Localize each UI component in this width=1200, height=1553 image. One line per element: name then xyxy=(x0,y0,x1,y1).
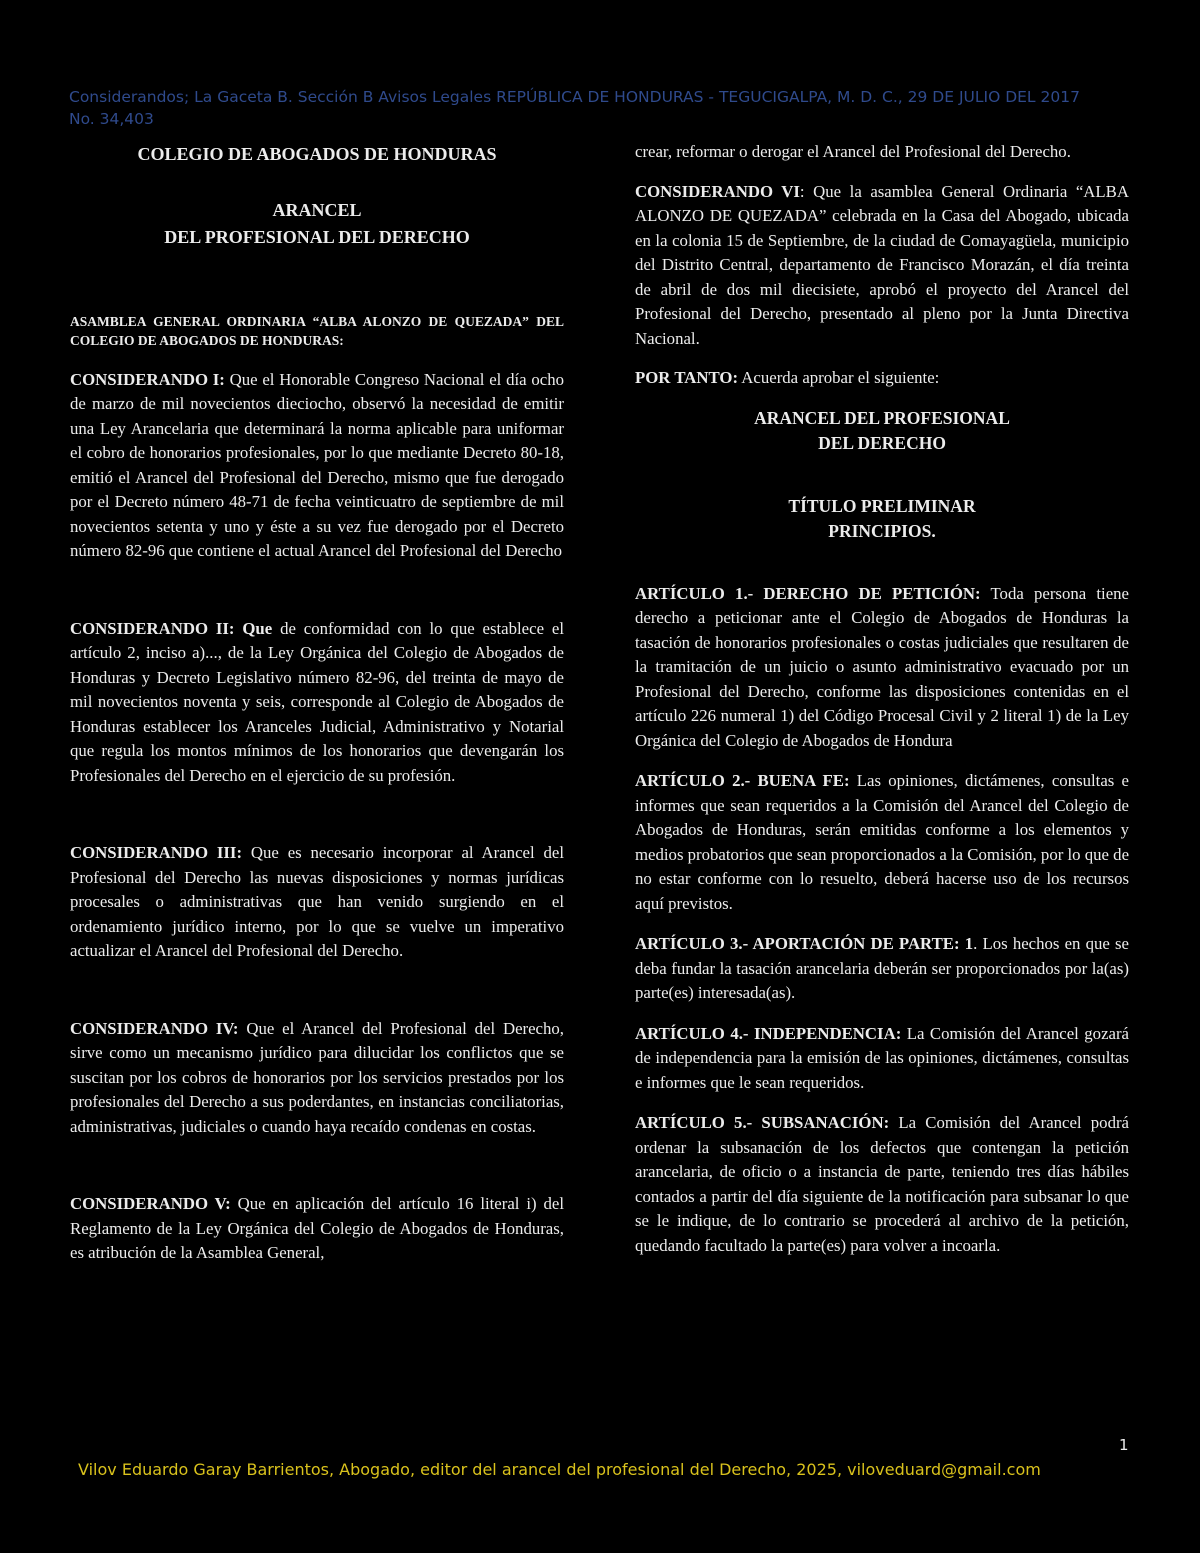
arancel-title xyxy=(70,197,564,251)
considerando-5-label: CONSIDERANDO V: xyxy=(70,1194,231,1213)
articulo-1-text: Toda persona tiene derecho a peticionar ante el Colegio de Abogados de Honduras la tasación de honorarios profesionales o costas judiciales que resultaren de la tramitación de un juicio o asunto administrativo evacuado por un Profesional del Derecho, conforme las disposiciones contenidas en el artículo 226 numeral 1) del Código Procesal Civil y 2 literal 1) de la Ley Orgánica del Colegio de Abogados de Hondura xyxy=(635,583,1129,750)
titulo-heading-line1: TÍTULO PRELIMINAR xyxy=(788,495,976,516)
considerando-3-text: Que es necesario incorporar al Arancel del Profesional del Derecho las nuevas disposiciones y normas jurídicas procesales o administrativas que han venido surgiendo en el ordenamiento jurídico interno, por lo que se vuelve un imperativo actualizar el Arancel del Profesional del Derecho. xyxy=(70,843,564,960)
titulo-heading-line2: PRINCIPIOS. xyxy=(828,520,936,541)
considerando-3-label: CONSIDERANDO III: xyxy=(70,843,243,862)
por-tanto-text: Acuerda aprobar el siguiente: xyxy=(738,368,940,387)
considerando-2 xyxy=(70,617,564,789)
right-column xyxy=(635,140,1129,1258)
considerando-6 xyxy=(635,180,1129,352)
colegio-title: COLEGIO DE ABOGADOS DE HONDURAS xyxy=(137,144,497,164)
articulo-2 xyxy=(635,769,1129,916)
articulo-1 xyxy=(635,582,1129,754)
articulo-3-label: ARTÍCULO 3.- APORTACIÓN DE PARTE: 1 xyxy=(635,934,974,953)
considerando-4-label: CONSIDERANDO IV: xyxy=(70,1018,239,1038)
arancel-title-line2: DEL PROFESIONAL DEL DERECHO xyxy=(164,226,470,247)
considerando-2-label: CONSIDERANDO II: Que xyxy=(70,618,273,638)
considerando-6-text: : Que la asamblea General Ordinaria “ALBA ALONZO DE QUEZADA” celebrada en la Casa del Abogado, ubicada en la colonia 15 de Septiembre, de la ciudad de Comayagüela, municipio del Distrito Central, departamento de Francisco Morazán, el día treinta de abril de dos mil diecisiete, aprobó el proyecto del Arancel del Profesional del Derecho, presentado al pleno por la Junta Directiva Nacional. xyxy=(635,181,1129,348)
considerando-1-text: Que el Honorable Congreso Nacional el día ocho de marzo de mil novecientos dieciocho, observó la necesidad de emitir una Ley Arancelaria que determinará la norma aplicable para uniformar el cobro de honorarios profesionales, por lo que mediante Decreto 80-18, emitió el Arancel del Profesional del Derecho, mismo que fue derogado por el Decreto número 48-71 de fecha veinticuatro de septiembre de mil novecientos setenta y uno y éste a su vez fue derogado por el Decreto número 82-96 que contiene el actual Arancel del Profesional del Derecho xyxy=(70,369,564,560)
articulo-5-text: La Comisión del Arancel podrá ordenar la subsanación de los defectos que contengan la petición arancelaria, de oficio o a instancia de parte, teniendo tres días hábiles contados a partir del día siguiente de la notificación para subsanar lo que se le indique, de lo contrario se procederá al archivo de la petición, quedando facultado la parte(es) para volver a incoarla. xyxy=(635,1113,1129,1255)
left-column xyxy=(70,140,564,1266)
arancel-title-line1: ARANCEL xyxy=(272,199,362,220)
articulo-3-text: . Los hechos en que se deba fundar la tasación arancelaria deberán ser proporcionados por la(as) parte(es) interesada(as). xyxy=(635,934,1129,1002)
asamblea-heading: ASAMBLEA GENERAL ORDINARIA “ALBA ALONZO DE QUEZADA” DEL COLEGIO DE ABOGADOS DE HONDURAS: xyxy=(70,313,564,348)
articulo-4-text: La Comisión del Arancel gozará de independencia para la emisión de las opiniones, dictámenes, consultas e informes que le sean requeridos. xyxy=(635,1023,1129,1092)
page-number: 1 xyxy=(1119,1436,1129,1454)
footer-credit: Vilov Eduardo Garay Barrientos, Abogado, editor del arancel del profesional del Derecho, 2025, viloveduard@gmail.com xyxy=(78,1460,1041,1479)
considerando-1 xyxy=(70,368,564,564)
articulo-2-text: Las opiniones, dictámenes, consultas e informes que sean requeridos a la Comisión del Arancel del Colegio de Abogados de Honduras, serán emitidas conforme a los elementos y medios probatorios que sean proporcionados a la Comisión, por lo que de no estar conforme con lo resuelto, deberá hacerse uso de los recursos aquí previstos. xyxy=(635,771,1130,913)
considerando-6-label: CONSIDERANDO VI xyxy=(635,181,800,201)
articulo-3 xyxy=(635,932,1129,1006)
articulo-4-label: ARTÍCULO 4.- INDEPENDENCIA: xyxy=(635,1023,902,1043)
considerando-5-text: Que en aplicación del artículo 16 literal i) del Reglamento de la Ley Orgánica del Colegio de Abogados de Honduras, es atribución de la Asamblea General, xyxy=(70,1194,564,1262)
por-tanto-label: POR TANTO: xyxy=(635,368,739,387)
titulo-preliminar-heading xyxy=(635,494,1129,544)
arancel-heading xyxy=(635,406,1129,456)
considerando-4-text: Que el Arancel del Profesional del Derecho, sirve como un mecanismo jurídico para dilucidar los conflictos que se suscitan por los cobros de honorarios por los servicios prestados por los profesionales del Derecho a sus poderdantes, en instancias conciliatorias, administrativas, judiciales o cuando haya recaído condenas en costas. xyxy=(70,1018,564,1136)
considerando-5 xyxy=(70,1192,564,1266)
articulo-2-label: ARTÍCULO 2.- BUENA FE: xyxy=(635,771,850,790)
por-tanto xyxy=(635,366,1129,391)
considerando-4 xyxy=(70,1017,564,1140)
articulo-4 xyxy=(635,1022,1129,1096)
gazette-header: Considerandos; La Gaceta B. Sección B Avisos Legales REPÚBLICA DE HONDURAS - TEGUCIGALPA, M. D. C., 29 DE JULIO DEL 2017 No. 34,403 xyxy=(69,88,1080,128)
considerando-2-text: de conformidad con lo que establece el artículo 2, inciso a)..., de la Ley Orgánica del Colegio de Abogados de Honduras y Decreto Legislativo número 82-96, del treinta de mayo de mil novecientos noventa y seis, corresponde al Colegio de Abogados de Honduras establecer los Aranceles Judicial, Administrativo y Notarial que regula los montos mínimos de los honorarios que devengarán los Profesionales del Derecho en el ejercicio de su profesión. xyxy=(70,618,564,785)
articulo-1-label: ARTÍCULO 1.- DERECHO DE PETICIÓN: xyxy=(635,583,981,603)
considerando-3 xyxy=(70,841,564,964)
considerando-1-label: CONSIDERANDO I: xyxy=(70,369,225,389)
articulo-5-label: ARTÍCULO 5.- SUBSANACIÓN: xyxy=(635,1113,890,1132)
arancel-heading-line2: DEL DERECHO xyxy=(818,432,946,453)
articulo-5 xyxy=(635,1111,1129,1258)
considerando-5-continued: crear, reformar o derogar el Arancel del Profesional del Derecho. xyxy=(635,142,1071,161)
arancel-heading-line1: ARANCEL DEL PROFESIONAL xyxy=(754,407,1010,428)
